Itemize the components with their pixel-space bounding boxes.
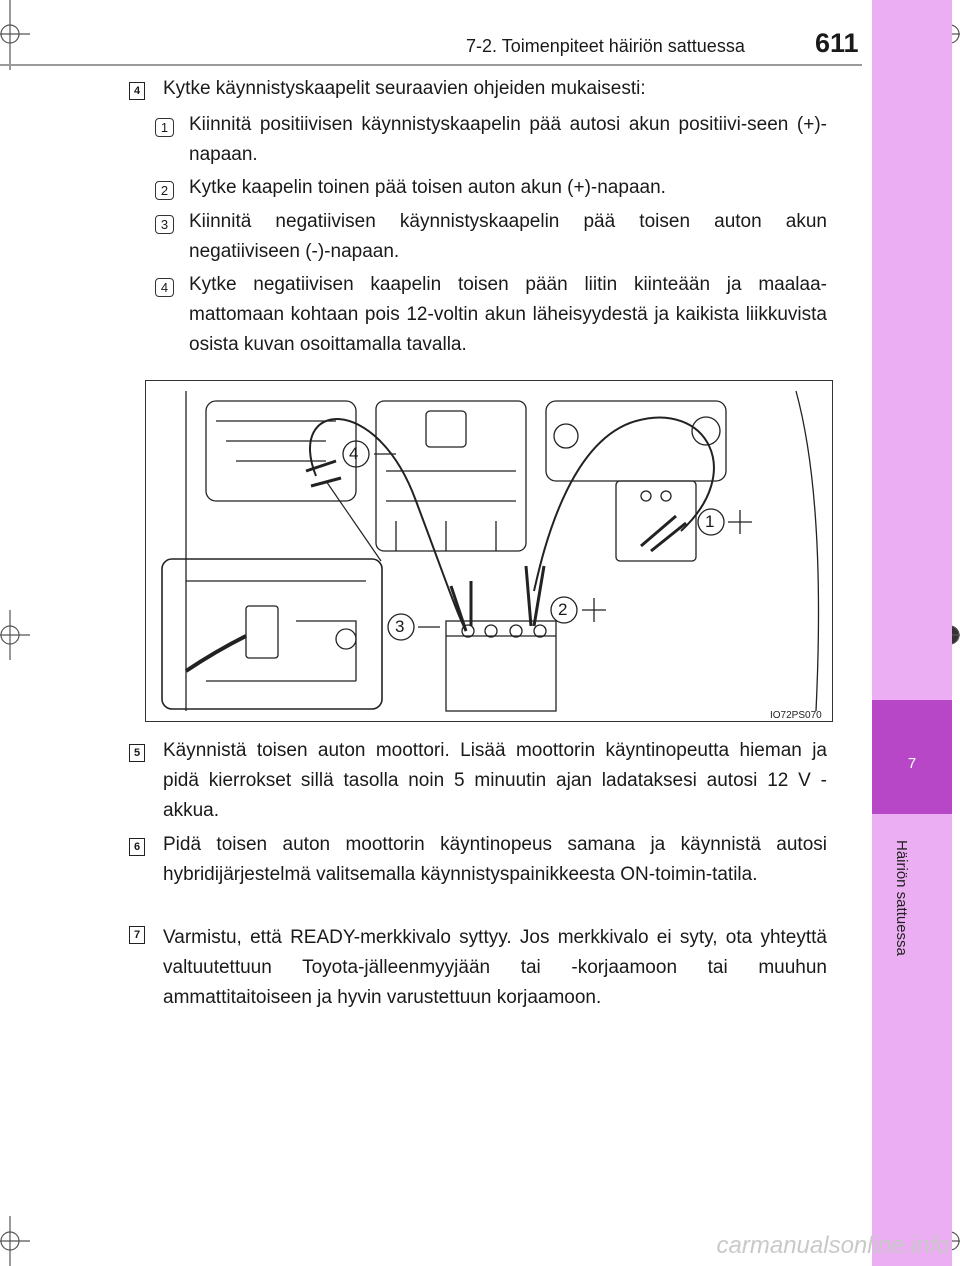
chapter-tab-strip [872,0,952,1266]
crop-mark-top-left [0,0,40,70]
chapter-number: 7 [907,755,917,772]
substep-number: 2 [155,181,174,200]
step-number-5: 5 [129,744,145,762]
watermark: carmanualsonline.info [716,1232,950,1259]
step-number-4: 4 [129,82,145,100]
section-title: 7-2. Toimenpiteet häiriön sattuessa [466,36,745,56]
header-rule [0,64,862,66]
substep-number: 3 [155,215,174,234]
callout-2-label: 2 [558,600,568,619]
substep-text: Kytke negatiivisen kaapelin toisen pään liitin kiinteään ja maalaa-mattomaan kohtaan pois 12-voltin akun läheisyydestä ja kaikista liikkuvista osista kuvan osoittamalla tavalla. [189,274,827,355]
substep-number: 4 [155,278,174,297]
step-number-6: 6 [129,838,145,856]
callout-3-label: 3 [395,617,405,636]
chapter-title: Häiriön sattuessa [893,840,910,956]
substep-number: 1 [155,118,174,137]
step-number-7: 7 [129,926,145,944]
page-number: 611 [815,28,859,58]
crop-mark-mid-left [0,610,40,660]
substep-text: Kiinnitä positiivisen käynnistyskaapelin pää autosi akun positiivi-seen (+)-napaan. [189,114,827,165]
jump-start-illustration [145,380,833,722]
illustration-code: IO72PS070 [770,710,822,721]
callout-4-label: 4 [349,444,359,463]
substep-text: Kiinnitä negatiivisen käynnistyskaapelin pää toisen auton akun negatiiviseen (-)-napaan. [189,211,827,262]
step-4-text: Kytke käynnistyskaapelit seuraavien ohjeiden mukaisesti: [163,78,646,99]
callout-1-label: 1 [705,512,715,531]
substep-text: Kytke kaapelin toinen pää toisen auton akun (+)-napaan. [189,177,666,198]
step-6-text: Pidä toisen auton moottorin käyntinopeus samana ja käynnistä autosi hybridijärjestelmä valitsemalla käynnistyspainikkeesta ON-toimin-tatila. [163,834,827,885]
step-7-text: Varmistu, että READY-merkkivalo syttyy. Jos merkkivalo ei syty, ota yhteyttä valtuutettuun Toyota-jälleenmyyjään tai -korjaamoon tai muuhun ammattitaitoiseen ja hyvin varustettuun korjaamoon. [163,927,827,1008]
crop-mark-bottom-left [0,1216,40,1266]
engine-bay-drawing [146,381,832,721]
step-5-text: Käynnistä toisen auton moottori. Lisää moottorin käyntinopeutta hieman ja pidä kierrokset sillä tasolla noin 5 minuutin ajan ladataksesi autosi 12 V -akkua. [163,740,827,821]
